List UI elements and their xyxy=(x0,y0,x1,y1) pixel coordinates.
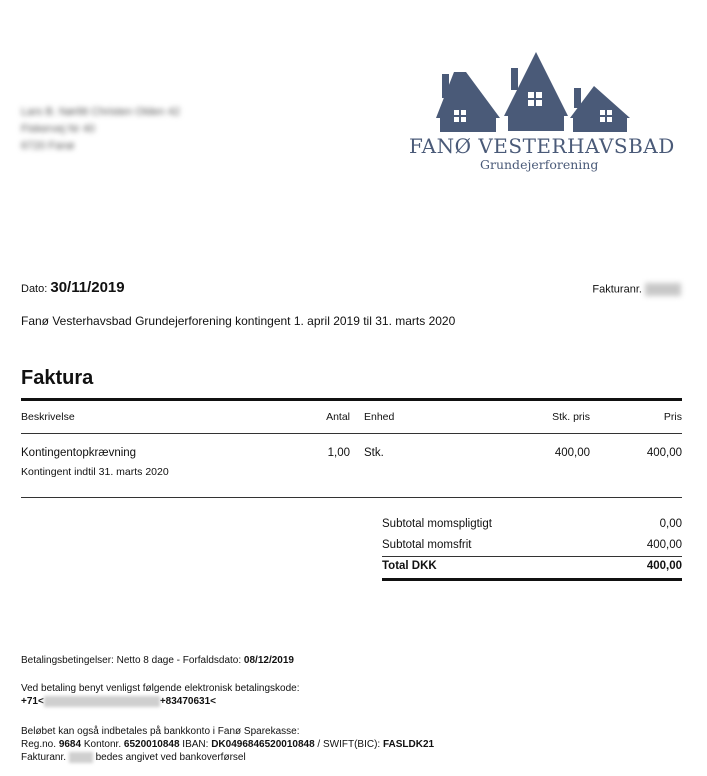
swift-value: FASLDK21 xyxy=(382,739,435,750)
ref-redacted xyxy=(69,752,93,763)
payment-code-start: +71< xyxy=(21,696,44,708)
invoice-number xyxy=(592,283,681,296)
swift-label: / SWIFT(BIC): xyxy=(317,739,381,750)
ref-prefix: Fakturanr. xyxy=(21,752,67,764)
sender-line-3: 6720 Fanø xyxy=(21,140,75,152)
sender-line-2: Fiskervej Nr 40 xyxy=(21,123,95,135)
iban-value: DK0496846520010848 xyxy=(211,739,315,750)
header-enhed: Enhed xyxy=(364,411,395,423)
subtotal-novat-value: 400,00 xyxy=(646,539,682,551)
date-label: Dato: xyxy=(21,283,48,295)
invoice-number-label: Fakturanr. xyxy=(592,283,642,296)
table-top-rule xyxy=(21,398,682,401)
payment-code xyxy=(21,696,216,707)
invoice-date xyxy=(21,279,125,296)
sender-line-1: Lars B. Nørlitt Christen Olden 42 xyxy=(21,106,180,118)
regno-label: Reg.no. xyxy=(21,739,57,750)
row-enhed: Stk. xyxy=(364,447,384,459)
payment-code-intro: Ved betaling benyt venligst følgende elektronisk betalingskode: xyxy=(21,683,300,694)
payment-code-end: +83470631< xyxy=(159,696,216,708)
ref-suffix: bedes angivet ved bankoverførsel xyxy=(95,752,246,764)
row-pris: 400,00 xyxy=(646,447,682,459)
row-stk-pris: 400,00 xyxy=(554,447,590,459)
table-bottom-rule xyxy=(21,497,682,498)
kontonr-value: 6520010848 xyxy=(123,739,180,750)
logo-title: FANØ VESTERHAVSBAD xyxy=(409,134,675,158)
payment-terms xyxy=(21,655,294,666)
terms-text: Betalingsbetingelser: Netto 8 dage - Forfaldsdato: xyxy=(21,655,242,666)
kontonr-label: Kontonr. xyxy=(83,739,122,750)
bank-reference xyxy=(21,752,246,763)
totals-bottom-rule xyxy=(382,578,682,581)
row-subdescription: Kontingent indtil 31. marts 2020 xyxy=(21,466,169,478)
subtotal-vat-value: 0,00 xyxy=(659,518,682,530)
terms-date: 08/12/2019 xyxy=(243,655,294,666)
regno-value: 9684 xyxy=(58,739,82,750)
date-value: 30/11/2019 xyxy=(50,279,125,296)
invoice-number-redacted xyxy=(645,283,681,296)
bank-intro: Beløbet kan også indbetales på bankkonto i Fanø Sparekasse: xyxy=(21,726,300,737)
table-header-rule xyxy=(21,433,682,434)
payment-code-redacted xyxy=(44,696,160,707)
bank-details xyxy=(21,739,434,750)
header-pris: Pris xyxy=(663,411,682,423)
subtotal-novat-label: Subtotal momsfrit xyxy=(382,539,472,551)
subtotal-vat-label: Subtotal momspligtigt xyxy=(382,518,492,530)
totals-rule xyxy=(382,556,682,557)
total-value: 400,00 xyxy=(646,560,682,572)
sender-address xyxy=(21,104,180,155)
logo-subtitle: Grundejerforening xyxy=(480,157,599,172)
header-beskrivelse: Beskrivelse xyxy=(21,411,75,423)
iban-label: IBAN: xyxy=(182,739,209,750)
header-antal: Antal xyxy=(326,411,350,423)
header-stk-pris: Stk. pris xyxy=(552,411,590,423)
page-title: Faktura xyxy=(21,367,94,389)
row-antal: 1,00 xyxy=(327,447,350,459)
invoice-description: Fanø Vesterhavsbad Grundejerforening kontingent 1. april 2019 til 31. marts 2020 xyxy=(21,314,456,328)
total-label: Total DKK xyxy=(382,560,437,572)
row-description: Kontingentopkrævning xyxy=(21,447,137,459)
